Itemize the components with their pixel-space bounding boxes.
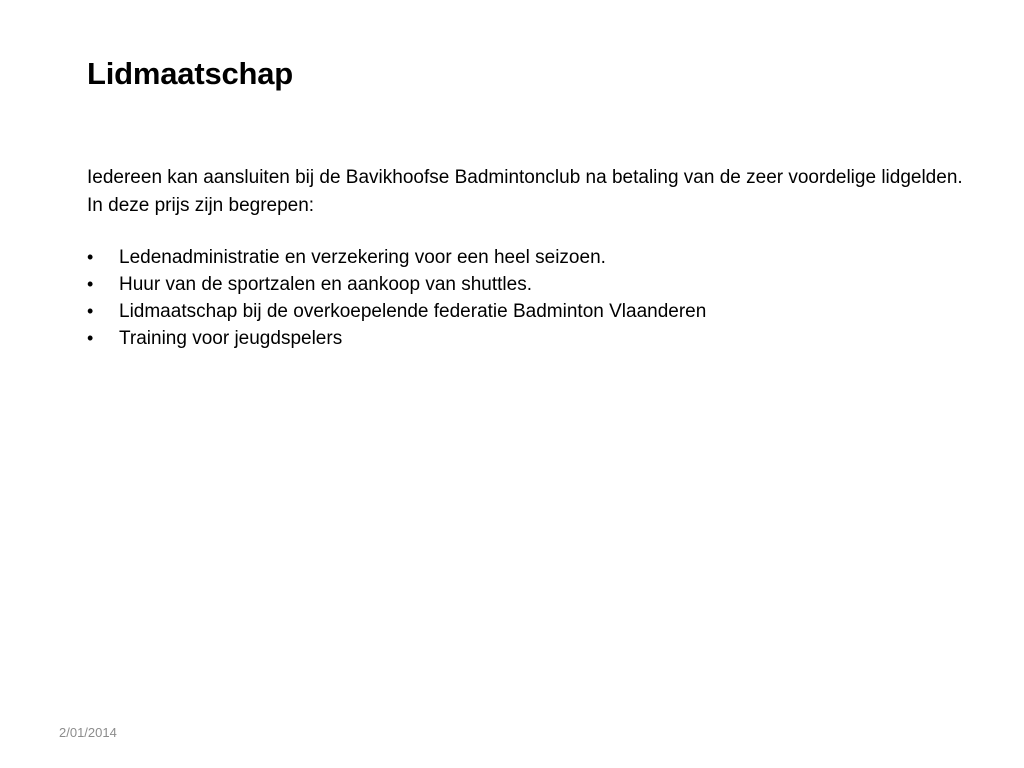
bullet-dot-icon: • — [87, 247, 94, 267]
bullet-item — [87, 325, 967, 352]
bullet-text: Huur van de sportzalen en aankoop van shuttles. — [119, 274, 532, 295]
bullet-item — [87, 298, 967, 325]
bullet-item — [87, 244, 967, 271]
intro-paragraph: Iedereen kan aansluiten bij de Bavikhoofse Badmintonclub na betaling van de zeer voordelige lidgelden. In deze prijs zijn begrepen: — [87, 167, 963, 216]
footer-date: 2/01/2014 — [59, 725, 117, 740]
slide-body — [87, 164, 967, 352]
bullet-text: Ledenadministratie en verzekering voor een heel seizoen. — [119, 247, 606, 268]
slide-title: Lidmaatschap — [87, 56, 294, 91]
bullet-dot-icon: • — [87, 328, 94, 348]
bullet-dot-icon: • — [87, 274, 94, 294]
bullet-list — [87, 244, 967, 352]
bullet-item — [87, 271, 967, 298]
bullet-dot-icon: • — [87, 301, 94, 321]
bullet-text: Lidmaatschap bij de overkoepelende federatie Badminton Vlaanderen — [119, 301, 707, 322]
bullet-text: Training voor jeugdspelers — [119, 328, 343, 349]
